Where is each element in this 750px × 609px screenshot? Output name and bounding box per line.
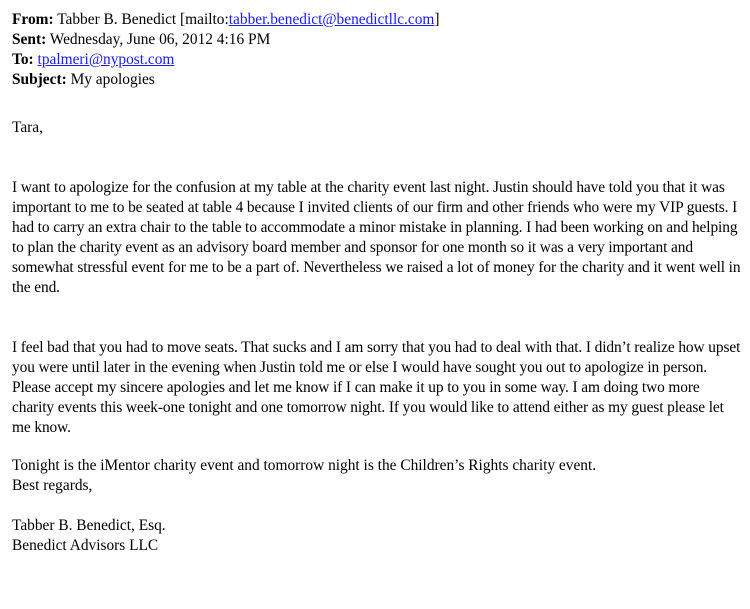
signature-name: Tabber B. Benedict, Esq. [12, 517, 166, 534]
sent-line [12, 30, 744, 50]
signature-company: Benedict Advisors LLC [12, 537, 159, 554]
from-email-link[interactable]: tabber.benedict@benedictllc.com [228, 11, 435, 28]
greeting: Tara, [12, 119, 43, 136]
email-document [12, 10, 744, 556]
subject-value: My apologies [70, 71, 155, 88]
sent-value: Wednesday, June 06, 2012 4:16 PM [49, 31, 271, 48]
to-email-link[interactable]: tpalmeri@nypost.com [37, 51, 175, 68]
from-label: From: [12, 11, 54, 28]
closing: Best regards, [12, 477, 93, 494]
to-label: To: [12, 51, 34, 68]
sent-label: Sent: [12, 31, 47, 48]
subject-line [12, 70, 744, 90]
subject-label: Subject: [12, 71, 67, 88]
email-body [12, 118, 744, 496]
from-name: Tabber B. Benedict [mailto: [57, 11, 229, 28]
from-close-bracket: ] [434, 11, 440, 28]
from-line [12, 10, 744, 30]
body-paragraph-2: I feel bad that you had to move seats. That sucks and I am sorry that you had to deal with that. I didn’t realize how upset you were until later in the evening when Justin told me or else I would have sought you out to apologize in person. Please accept my sincere apologies and let me know if I can make it up to you in some way. I am doing two more charity events this week-one tonight and one tomorrow night. If you would like to attend either as my guest please let me know. [12, 339, 741, 436]
signature [12, 516, 744, 556]
body-paragraph-3: Tonight is the iMentor charity event and tomorrow night is the Children’s Rights charity event. [12, 457, 597, 474]
email-header [12, 10, 744, 90]
body-paragraph-1: I want to apologize for the confusion at my table at the charity event last night. Justin should have told you that it was important to me to be seated at table 4 because I invited clients of our firm and other friends who were my VIP guests. I had to carry an extra chair to the table to accommodate a minor mistake in planning. I had been working on and helping to plan the charity event as an advisory board member and sponsor for one month so it was a very important and somewhat stressful event for me to be a part of. Nevertheless we raised a lot of money for the charity and it went well in the end. [12, 179, 741, 296]
to-line [12, 50, 744, 70]
